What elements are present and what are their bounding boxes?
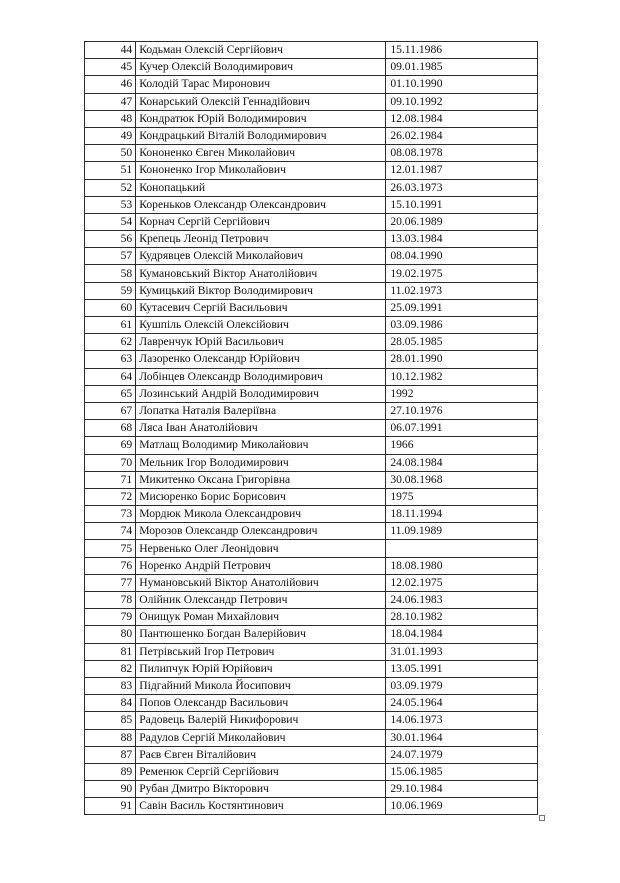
- table-row: [85, 368, 538, 385]
- row-number: 54: [85, 213, 136, 230]
- table-row: [85, 93, 538, 110]
- table-row: [85, 265, 538, 282]
- row-number: 84: [85, 695, 136, 712]
- row-number: 83: [85, 677, 136, 694]
- person-name: Підгайний Микола Йосипович: [136, 677, 386, 694]
- person-name: Кумицький Віктор Володимирович: [136, 282, 386, 299]
- person-name: Кондрацький Віталій Володимирович: [136, 127, 386, 144]
- birth-date: 03.09.1979: [386, 677, 538, 694]
- row-number: 64: [85, 368, 136, 385]
- person-name: Кононенко Ігор Миколайович: [136, 162, 386, 179]
- row-number: 79: [85, 609, 136, 626]
- birth-date: 14.06.1973: [386, 712, 538, 729]
- birth-date: 30.01.1964: [386, 729, 538, 746]
- birth-date: 24.07.1979: [386, 746, 538, 763]
- person-name: Ременюк Сергій Сергійович: [136, 763, 386, 780]
- birth-date: 11.02.1973: [386, 282, 538, 299]
- row-number: 61: [85, 317, 136, 334]
- birth-date: 24.06.1983: [386, 592, 538, 609]
- person-name: Колодій Тарас Миронович: [136, 76, 386, 93]
- row-number: 53: [85, 196, 136, 213]
- roster-table-body: [85, 42, 538, 815]
- person-name: Радулов Сергій Миколайович: [136, 729, 386, 746]
- table-row: [85, 574, 538, 591]
- person-name: Мисюренко Борис Борисович: [136, 488, 386, 505]
- row-number: 81: [85, 643, 136, 660]
- birth-date: 15.11.1986: [386, 42, 538, 59]
- row-number: 85: [85, 712, 136, 729]
- row-number: 78: [85, 592, 136, 609]
- row-number: 68: [85, 420, 136, 437]
- table-row: [85, 299, 538, 316]
- row-number: 73: [85, 506, 136, 523]
- row-number: 82: [85, 660, 136, 677]
- birth-date: 27.10.1976: [386, 402, 538, 419]
- table-row: [85, 557, 538, 574]
- row-number: 80: [85, 626, 136, 643]
- birth-date: 20.06.1989: [386, 213, 538, 230]
- table-row: [85, 660, 538, 677]
- row-number: 89: [85, 763, 136, 780]
- person-name: Кудрявцев Олексій Миколайович: [136, 248, 386, 265]
- row-number: 49: [85, 127, 136, 144]
- row-number: 67: [85, 402, 136, 419]
- table-row: [85, 643, 538, 660]
- row-number: 74: [85, 523, 136, 540]
- birth-date: 09.10.1992: [386, 93, 538, 110]
- person-name: Крепець Леонід Петрович: [136, 231, 386, 248]
- row-number: 70: [85, 454, 136, 471]
- person-name: Лозинський Андрій Володимирович: [136, 385, 386, 402]
- birth-date: 26.03.1973: [386, 179, 538, 196]
- row-number: 62: [85, 334, 136, 351]
- birth-date: 08.04.1990: [386, 248, 538, 265]
- row-number: 69: [85, 437, 136, 454]
- birth-date: 1975: [386, 488, 538, 505]
- table-row: [85, 746, 538, 763]
- person-name: Онищук Роман Михайлович: [136, 609, 386, 626]
- person-name: Кумановський Віктор Анатолійович: [136, 265, 386, 282]
- birth-date: 19.02.1975: [386, 265, 538, 282]
- birth-date: 28.10.1982: [386, 609, 538, 626]
- table-row: [85, 592, 538, 609]
- birth-date: 26.02.1984: [386, 127, 538, 144]
- person-name: Раєв Євген Віталійович: [136, 746, 386, 763]
- table-row: [85, 420, 538, 437]
- table-row: [85, 127, 538, 144]
- row-number: 91: [85, 798, 136, 815]
- birth-date: 10.12.1982: [386, 368, 538, 385]
- table-row: [85, 523, 538, 540]
- row-number: 56: [85, 231, 136, 248]
- person-name: Норенко Андрій Петрович: [136, 557, 386, 574]
- birth-date: 18.04.1984: [386, 626, 538, 643]
- birth-date: 28.05.1985: [386, 334, 538, 351]
- table-row: [85, 798, 538, 815]
- roster-table: [84, 41, 538, 815]
- table-row: [85, 402, 538, 419]
- person-name: Мельник Ігор Володимирович: [136, 454, 386, 471]
- person-name: Ляса Іван Анатолійович: [136, 420, 386, 437]
- table-row: [85, 110, 538, 127]
- table-row: [85, 506, 538, 523]
- person-name: Кондратюк Юрій Володимирович: [136, 110, 386, 127]
- table-row: [85, 248, 538, 265]
- row-number: 48: [85, 110, 136, 127]
- birth-date: 1992: [386, 385, 538, 402]
- row-number: 76: [85, 557, 136, 574]
- table-row: [85, 488, 538, 505]
- person-name: Пилипчук Юрій Юрійович: [136, 660, 386, 677]
- table-row: [85, 196, 538, 213]
- table-row: [85, 695, 538, 712]
- row-number: 65: [85, 385, 136, 402]
- person-name: Корнач Сергій Сергійович: [136, 213, 386, 230]
- table-row: [85, 454, 538, 471]
- person-name: Кушпіль Олексій Олексійович: [136, 317, 386, 334]
- person-name: Радовець Валерій Никифорович: [136, 712, 386, 729]
- row-number: 75: [85, 540, 136, 557]
- person-name: Матлащ Володимир Миколайович: [136, 437, 386, 454]
- person-name: Петрівський Ігор Петрович: [136, 643, 386, 660]
- row-number: 50: [85, 145, 136, 162]
- table-row: [85, 231, 538, 248]
- table-row: [85, 729, 538, 746]
- birth-date: 15.06.1985: [386, 763, 538, 780]
- row-number: 58: [85, 265, 136, 282]
- birth-date: 28.01.1990: [386, 351, 538, 368]
- birth-date: 30.08.1968: [386, 471, 538, 488]
- person-name: Морозов Олександр Олександрович: [136, 523, 386, 540]
- birth-date: 25.09.1991: [386, 299, 538, 316]
- row-number: 71: [85, 471, 136, 488]
- table-row: [85, 763, 538, 780]
- birth-date: 06.07.1991: [386, 420, 538, 437]
- birth-date: 18.11.1994: [386, 506, 538, 523]
- table-row: [85, 385, 538, 402]
- birth-date: [386, 540, 538, 557]
- birth-date: 10.06.1969: [386, 798, 538, 815]
- birth-date: 01.10.1990: [386, 76, 538, 93]
- birth-date: 09.01.1985: [386, 59, 538, 76]
- person-name: Нервенько Олег Леонідович: [136, 540, 386, 557]
- birth-date: 12.08.1984: [386, 110, 538, 127]
- row-number: 90: [85, 781, 136, 798]
- row-number: 77: [85, 574, 136, 591]
- row-number: 59: [85, 282, 136, 299]
- person-name: Лопатка Наталія Валеріївна: [136, 402, 386, 419]
- person-name: Микитенко Оксана Григорівна: [136, 471, 386, 488]
- row-number: 57: [85, 248, 136, 265]
- table-row: [85, 76, 538, 93]
- person-name: Кучер Олексій Володимирович: [136, 59, 386, 76]
- table-row: [85, 162, 538, 179]
- row-number: 46: [85, 76, 136, 93]
- person-name: Олійник Олександр Петрович: [136, 592, 386, 609]
- person-name: Конарський Олексій Геннадійович: [136, 93, 386, 110]
- birth-date: 1966: [386, 437, 538, 454]
- row-number: 60: [85, 299, 136, 316]
- person-name: Мордюк Микола Олександрович: [136, 506, 386, 523]
- table-row: [85, 59, 538, 76]
- table-end-marker: [539, 815, 545, 821]
- row-number: 63: [85, 351, 136, 368]
- birth-date: 12.01.1987: [386, 162, 538, 179]
- table-row: [85, 317, 538, 334]
- table-row: [85, 282, 538, 299]
- birth-date: 03.09.1986: [386, 317, 538, 334]
- table-row: [85, 540, 538, 557]
- person-name: Конопацький: [136, 179, 386, 196]
- birth-date: 24.05.1964: [386, 695, 538, 712]
- table-row: [85, 609, 538, 626]
- table-row: [85, 437, 538, 454]
- table-row: [85, 213, 538, 230]
- birth-date: 11.09.1989: [386, 523, 538, 540]
- person-name: Кореньков Олександр Олександрович: [136, 196, 386, 213]
- birth-date: 13.05.1991: [386, 660, 538, 677]
- birth-date: 12.02.1975: [386, 574, 538, 591]
- table-row: [85, 781, 538, 798]
- birth-date: 18.08.1980: [386, 557, 538, 574]
- row-number: 47: [85, 93, 136, 110]
- birth-date: 24.08.1984: [386, 454, 538, 471]
- row-number: 44: [85, 42, 136, 59]
- birth-date: 29.10.1984: [386, 781, 538, 798]
- person-name: Лавренчук Юрій Васильович: [136, 334, 386, 351]
- person-name: Кутасевич Сергій Васильович: [136, 299, 386, 316]
- row-number: 51: [85, 162, 136, 179]
- table-row: [85, 179, 538, 196]
- table-row: [85, 42, 538, 59]
- table-row: [85, 145, 538, 162]
- table-row: [85, 677, 538, 694]
- person-name: Лазоренко Олександр Юрійович: [136, 351, 386, 368]
- person-name: Кодьман Олексій Сергійович: [136, 42, 386, 59]
- table-row: [85, 351, 538, 368]
- row-number: 72: [85, 488, 136, 505]
- row-number: 45: [85, 59, 136, 76]
- person-name: Попов Олександр Васильович: [136, 695, 386, 712]
- row-number: 87: [85, 746, 136, 763]
- row-number: 88: [85, 729, 136, 746]
- table-row: [85, 471, 538, 488]
- table-row: [85, 712, 538, 729]
- birth-date: 08.08.1978: [386, 145, 538, 162]
- person-name: Нумановський Віктор Анатолійович: [136, 574, 386, 591]
- table-row: [85, 626, 538, 643]
- person-name: Рубан Дмитро Вікторович: [136, 781, 386, 798]
- birth-date: 31.01.1993: [386, 643, 538, 660]
- person-name: Пантюшенко Богдан Валерійович: [136, 626, 386, 643]
- birth-date: 13.03.1984: [386, 231, 538, 248]
- birth-date: 15.10.1991: [386, 196, 538, 213]
- person-name: Лобінцев Олександр Володимирович: [136, 368, 386, 385]
- table-row: [85, 334, 538, 351]
- person-name: Савін Василь Костянтинович: [136, 798, 386, 815]
- person-name: Кононенко Євген Миколайович: [136, 145, 386, 162]
- row-number: 52: [85, 179, 136, 196]
